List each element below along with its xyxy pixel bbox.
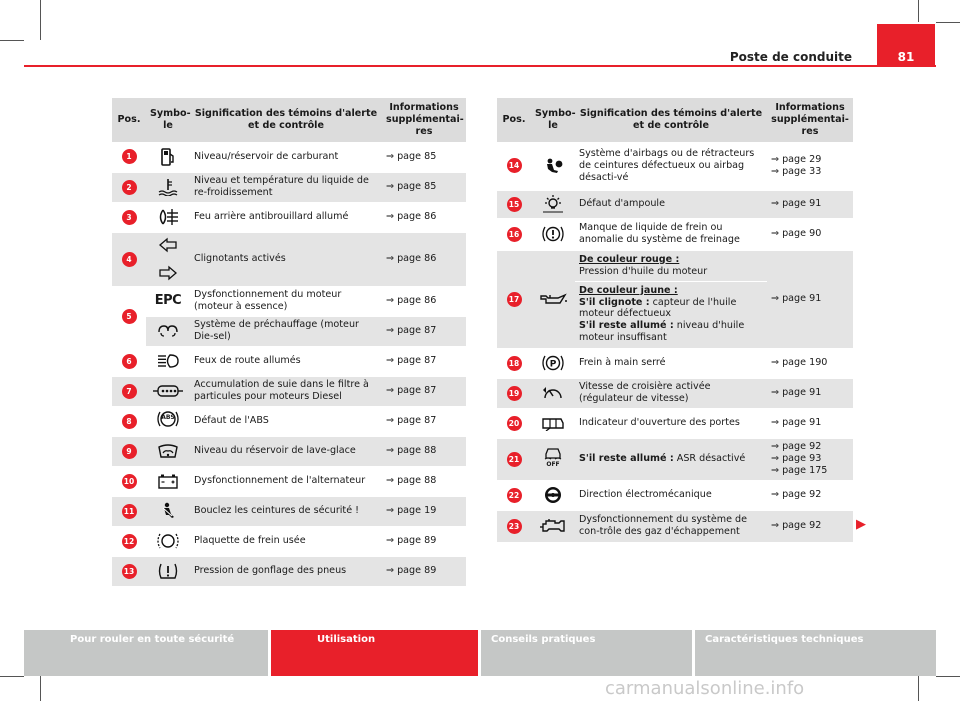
- page-title: Poste de conduite: [729, 50, 852, 64]
- yellow-label: De couleur jaune :: [579, 284, 678, 296]
- position-badge: 2: [122, 180, 137, 195]
- row-meaning: Clignotants activés: [190, 232, 382, 286]
- turn-signal-arrows-icon: [158, 237, 178, 281]
- red-text: Pression d'huile du moteur: [579, 265, 708, 277]
- page-number: 81: [897, 50, 915, 64]
- position-badge: 23: [507, 519, 522, 534]
- page-reference: ⇒ page 87: [382, 406, 466, 436]
- footer-tab-technical-specs[interactable]: [695, 630, 936, 676]
- page-reference: ⇒ page 91: [767, 190, 853, 218]
- footer-tab-label: Pour rouler en toute sécurité: [70, 634, 235, 645]
- brake-pad-icon: [157, 532, 179, 550]
- high-beam-icon: [157, 353, 179, 369]
- row-meaning: Dysfonctionnement du système de con-trôle des gaz d'échappement: [575, 510, 767, 542]
- page-reference: ⇒ page 91: [767, 378, 853, 408]
- position-badge: 7: [122, 384, 137, 399]
- header-rule: [24, 65, 936, 67]
- yellow-oil-warning: [575, 282, 767, 347]
- table-row: [112, 436, 466, 466]
- page-reference: ⇒ page 89: [382, 556, 466, 586]
- position-badge: 4: [122, 252, 137, 267]
- page-reference: ⇒ page 91: [767, 408, 853, 438]
- footer-tab-label: Utilisation: [317, 634, 376, 645]
- fuel-pump-icon: [161, 148, 175, 166]
- row-meaning: Défaut de l'ABS: [190, 406, 382, 436]
- position-badge: 22: [507, 488, 522, 503]
- svg-text:P: P: [549, 359, 557, 370]
- table-row: [497, 190, 853, 218]
- page-reference: ⇒ page 92: [767, 480, 853, 510]
- position-badge: 13: [122, 564, 137, 579]
- row-meaning: Niveau du réservoir de lave-glace: [190, 436, 382, 466]
- oil-pressure-description: [575, 250, 767, 348]
- position-badge: 14: [507, 158, 522, 173]
- page-number-box: [877, 24, 935, 66]
- position-badge: 17: [507, 292, 522, 307]
- crop-mark: [918, 676, 919, 701]
- table-row: [112, 172, 466, 202]
- page-reference-text: ⇒ page 92 ⇒ page 93 ⇒ page 175: [771, 441, 828, 476]
- page-reference: ⇒ page 190: [767, 348, 853, 378]
- table-row: [112, 316, 466, 346]
- glow-plug-icon: [157, 324, 179, 338]
- epc-icon: EPC: [154, 292, 182, 308]
- table-row: [112, 346, 466, 376]
- table-row: [112, 202, 466, 232]
- page-reference: [767, 142, 853, 190]
- position-badge: 15: [507, 197, 522, 212]
- red-label: De couleur rouge :: [579, 253, 680, 265]
- page-reference: ⇒ page 88: [382, 436, 466, 466]
- row-meaning: [575, 438, 767, 480]
- battery-icon: [157, 473, 179, 489]
- table-row: [497, 218, 853, 250]
- table-row: [497, 378, 853, 408]
- row-meaning: Dysfonctionnement du moteur (moteur à essence): [190, 286, 382, 316]
- crop-mark: [918, 0, 919, 22]
- crop-mark: [0, 40, 24, 41]
- table-row: [112, 466, 466, 496]
- position-badge: 10: [122, 474, 137, 489]
- steering-wheel-icon: [543, 486, 563, 504]
- footer-tab-safety[interactable]: [24, 630, 268, 676]
- position-badge: 3: [122, 210, 137, 225]
- parking-brake-icon: [542, 354, 564, 372]
- lit-text: niveau d'huile moteur insuffisant: [579, 320, 745, 344]
- brake-system-icon: [542, 225, 564, 243]
- page-reference: ⇒ page 89: [382, 526, 466, 556]
- coolant-temperature-icon: [157, 178, 179, 196]
- table-row: [112, 526, 466, 556]
- position-badge: 18: [507, 356, 522, 371]
- seatbelt-icon: [159, 502, 177, 520]
- table-header-row: [497, 98, 853, 142]
- position-badge: 16: [507, 227, 522, 242]
- table-row: [112, 556, 466, 586]
- col-symbol-header: Symbo-le: [531, 98, 575, 142]
- rear-fog-light-icon: [157, 208, 179, 226]
- row-meaning: Direction électromécanique: [575, 480, 767, 510]
- col-meaning-header: Signification des témoins d'alerte et de contrôle: [575, 98, 767, 142]
- table-row: [497, 408, 853, 438]
- engine-check-icon: [540, 518, 566, 534]
- abs-icon: [157, 410, 179, 428]
- row-meaning: Feux de route allumés: [190, 346, 382, 376]
- row-meaning: Bouclez les ceintures de sécurité !: [190, 496, 382, 526]
- lit-line: [579, 320, 763, 344]
- table-header-row: [112, 98, 466, 142]
- bulb-failure-icon: [542, 195, 564, 213]
- footer-tab-usage[interactable]: [271, 630, 478, 676]
- table-row: [112, 142, 466, 172]
- footer-tab-label: Caractéristiques techniques: [705, 634, 864, 645]
- row-meaning: Niveau/réservoir de carburant: [190, 142, 382, 172]
- crop-mark: [936, 676, 960, 677]
- tire-pressure-icon: [157, 562, 179, 580]
- row-meaning: Accumulation de suie dans le filtre à particules pour moteurs Diesel: [190, 376, 382, 406]
- page-reference: ⇒ page 90: [767, 218, 853, 250]
- diesel-particulate-filter-icon: [153, 384, 183, 398]
- airbag-icon: [543, 157, 563, 175]
- row-meaning: Système d'airbags ou de rétracteurs de ceintures défectueux ou airbag désacti-vé: [575, 142, 767, 190]
- position-badge: 6: [122, 354, 137, 369]
- asr-off-icon: [542, 448, 564, 468]
- table-row: [112, 376, 466, 406]
- row-meaning: Frein à main serré: [575, 348, 767, 378]
- position-badge: 9: [122, 444, 137, 459]
- row-meaning: Indicateur d'ouverture des portes: [575, 408, 767, 438]
- footer-tab-practical-tips[interactable]: [481, 630, 692, 676]
- blink-label: S'il clignote :: [579, 296, 650, 308]
- col-info-header: Informations supplémentai-res: [767, 98, 853, 142]
- page-reference: ⇒ page 87: [382, 376, 466, 406]
- position-badge: 21: [507, 452, 522, 467]
- door-open-icon: [541, 415, 565, 431]
- lit-text: ASR désactivé: [673, 453, 746, 464]
- table-row: [497, 348, 853, 378]
- row-meaning: Niveau et température du liquide de re-froidissement: [190, 172, 382, 202]
- continue-arrow-icon: ▶: [856, 517, 866, 532]
- page-reference-text: ⇒ page 29 ⇒ page 33: [771, 153, 822, 177]
- page-reference: ⇒ page 85: [382, 142, 466, 172]
- page-reference: ⇒ page 86: [382, 232, 466, 286]
- row-meaning: Pression de gonflage des pneus: [190, 556, 382, 586]
- position-badge: 12: [122, 534, 137, 549]
- lit-label: S'il reste allumé :: [579, 320, 674, 332]
- crop-mark: [40, 676, 41, 701]
- row-meaning: Système de préchauffage (moteur Die-sel): [190, 316, 382, 346]
- abs-icon-text: ABS: [161, 414, 175, 421]
- page-reference: ⇒ page 86: [382, 286, 466, 316]
- row-meaning: Dysfonctionnement de l'alternateur: [190, 466, 382, 496]
- crop-mark: [936, 22, 960, 23]
- table-row: [112, 496, 466, 526]
- col-info-header: Informations supplémentai-res: [382, 98, 466, 142]
- crop-mark: [0, 676, 24, 677]
- crop-mark: [40, 0, 41, 40]
- red-oil-warning: [575, 252, 767, 282]
- page-reference: ⇒ page 19: [382, 496, 466, 526]
- page-reference: ⇒ page 87: [382, 316, 466, 346]
- oil-can-icon: [538, 292, 568, 306]
- table-row: [497, 480, 853, 510]
- table-row: [497, 438, 853, 480]
- position-badge: 1: [122, 149, 137, 164]
- left-warning-table: [112, 98, 466, 587]
- table-row: [497, 510, 853, 542]
- col-symbol-header: Symbo-le: [146, 98, 190, 142]
- footer-tab-label: Conseils pratiques: [491, 634, 596, 645]
- cruise-control-icon: [542, 384, 564, 402]
- position-badge: 5: [122, 309, 137, 324]
- table-row: [497, 250, 853, 348]
- row-meaning: Manque de liquide de frein ou anomalie du système de freinage: [575, 218, 767, 250]
- right-warning-table: [497, 98, 853, 543]
- page-reference: [767, 438, 853, 480]
- row-meaning: Plaquette de frein usée: [190, 526, 382, 556]
- position-badge: 20: [507, 416, 522, 431]
- page-reference: ⇒ page 86: [382, 202, 466, 232]
- table-row: [112, 406, 466, 436]
- col-meaning-header: Signification des témoins d'alerte et de contrôle: [190, 98, 382, 142]
- col-pos-header: Pos.: [112, 98, 146, 142]
- page-reference: ⇒ page 88: [382, 466, 466, 496]
- row-meaning: Vitesse de croisière activée (régulateur de vitesse): [575, 378, 767, 408]
- position-badge: 8: [122, 414, 137, 429]
- page-reference: ⇒ page 87: [382, 346, 466, 376]
- col-pos-header: Pos.: [497, 98, 531, 142]
- position-badge: 11: [122, 504, 137, 519]
- table-row: [112, 286, 466, 316]
- blink-text: capteur de l'huile moteur défectueux: [579, 296, 737, 320]
- blink-line: [579, 297, 763, 321]
- asr-off-label: OFF: [546, 461, 560, 468]
- watermark: carmanualsonline.info: [605, 678, 805, 699]
- table-row: [497, 142, 853, 190]
- page-reference: ⇒ page 92: [767, 510, 853, 542]
- washer-fluid-icon: [157, 443, 179, 459]
- page-reference: ⇒ page 85: [382, 172, 466, 202]
- lit-label: S'il reste allumé :: [579, 453, 674, 464]
- position-badge: 19: [507, 386, 522, 401]
- row-meaning: Feu arrière antibrouillard allumé: [190, 202, 382, 232]
- row-meaning: Défaut d'ampoule: [575, 190, 767, 218]
- page-reference: ⇒ page 91: [767, 250, 853, 348]
- table-row: [112, 232, 466, 286]
